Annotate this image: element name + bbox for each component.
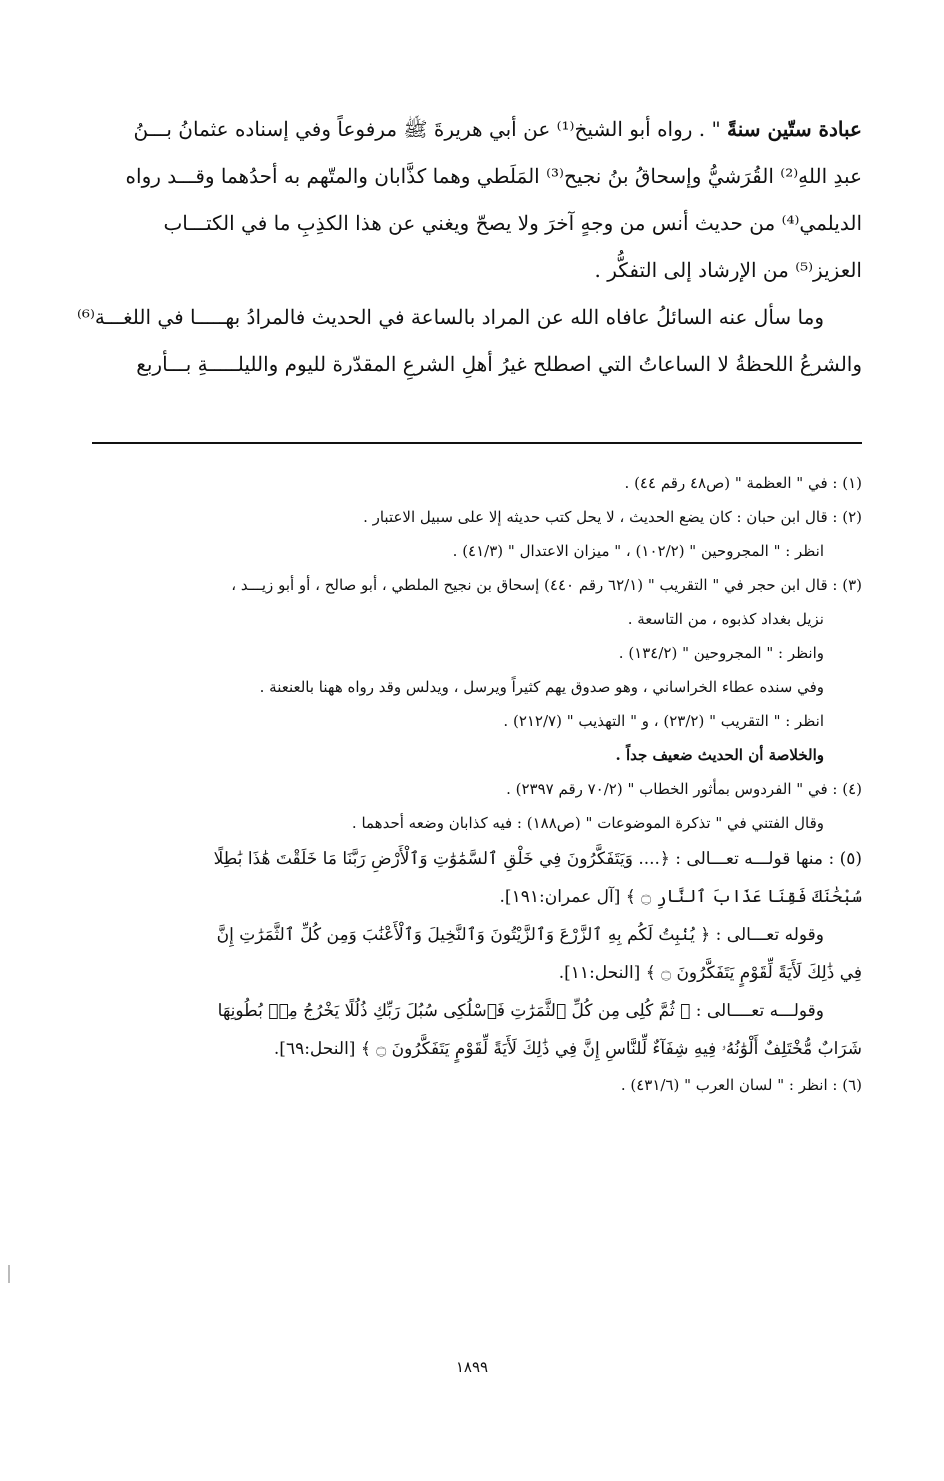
footnote-line: وفي سنده عطاء الخراساني ، وهو صدوق يهم كثيراً ويرسل ، ويدلس وقد رواه ههنا بالعنعنة . [259,678,824,696]
page-number: ١٨٩٩ [455,1358,489,1376]
main-line: الديلمي⁽⁴⁾ من حديث أنس من وجهٍ آخرَ ولا يصحّ ويغني عن هذا الكذِبِ ما في الكتـــاب [163,211,862,235]
footnotes-block [92,466,862,1102]
footnote-line: (٢) : قال ابن حبان : كان يضع الحديث ، لا يحل كتب حديثه إلا على سبيل الاعتبار . [363,508,862,526]
bold-phrase: عبادة ستّين سنةً [727,117,862,141]
footnote-line: (١) : في " العظمة " (ص٤٨ رقم ٤٤) . [624,474,862,492]
footnote-line: وانظر : " المجروحين " (١٣٤/٢) . [618,644,824,662]
main-line: عبدِ اللهِ⁽²⁾ القُرَشيُّ وإسحاقُ بنُ نجيح⁽³⁾ المَلَطي وهما كذَّابان والمتّهم به أحدُهما وقـــد رواه [125,164,862,188]
footnote-divider [92,442,862,444]
main-line: وما سأل عنه السائلُ عافاه الله عن المراد بالساعة في الحديث فالمرادُ بهـــــا في اللغـــة⁽⁶⁾ [76,305,824,329]
footnote-verse-line: وقوله تعـــالى : ﴿ يُنۢبِتُ لَكُم بِهِ ٱلزَّرْعَ وَٱلزَّيْتُونَ وَٱلنَّخِيلَ وَٱلْأَعْنَٰبَ وَمِن كُلِّ ٱلثَّمَرَٰتِ إِنَّ [216,925,824,945]
main-text-block [76,106,862,388]
main-line-text: " . رواه أبو الشيخ⁽¹⁾ عن أبي هريرةَ ﷺ مرفوعاً وفي إسناده عثمانُ بـــنُ [133,117,728,141]
margin-mark [8,1265,10,1283]
footnote-verse-line: شَرَابٌ مُّخْتَلِفٌ أَلْوَٰنُهُۥ فِيهِ شِفَآءٌ لِّلنَّاسِ إِنَّ فِي ذَٰلِكَ لَأَيَةً لِّقَوْمٍ يَتَفَكَّرُونَ ۝ ﴾ [النحل:٦٩]. [273,1039,862,1059]
footnote-verse-line: فِي ذَٰلِكَ لَأَيَةً لِّقَوْمٍ يَتَفَكَّرُونَ ۝ ﴾ [النحل:١١]. [558,963,862,983]
main-line: والشرعُ اللحظةُ لا الساعاتُ التي اصطلح غيرُ أهلِ الشرعِ المقدّرة لليوم والليلـــــةِ بـــأربع [136,352,862,376]
footnote-line: انظر : " التقريب " (٢٣/٢) ، و " التهذيب " (٢١٢/٧) . [503,712,824,730]
footnote-line: نزيل بغداد كذبوه ، من التاسعة . [627,610,824,628]
footnote-verse-line: (٥) : منها قولـــه تعـــالى : ﴿.... وَيَتَفَكَّرُونَ فِي خَلْقِ ٱلسَّمَٰوَٰتِ وَٱلْأَرْضِ رَبَّنَا مَا خَلَقْتَ هَٰذَا بَٰطِلًا [213,849,862,869]
footnote-line: (٣) : قال ابن حجر في " التقريب " (٦٢/١ رقم ٤٤٠) إسحاق بن نجيح الملطي ، أبو صالح ، أو أبو زيـــد ، [231,576,862,594]
footnote-line: (٤) : في " الفردوس بمأثور الخطاب " (٧٠/٢ رقم ٢٣٩٧) . [506,780,862,798]
footnote-line: وقال الفتني في " تذكرة الموضوعات " (ص١٨٨) : فيه كذابان وضعه أحدهما . [351,814,824,832]
footnote-line: انظر : " المجروحين " (١٠٢/٢) ، " ميزان الاعتدال " (٤١/٣) . [452,542,824,560]
main-line: العزيز⁽⁵⁾ من الإرشاد إلى التفكُّر . [594,258,862,282]
footnote-verse-line: وقولـــه تعــــالى : ﴿ ثُمَّ كُلِى مِن كُلِّ ٱلثَّمَرَٰتِ فَٱسْلُكِى سُبُلَ رَبِّكِ ذُلُلًا يَخْرُجُ مِنۢ بُطُونِهَا [217,1001,824,1021]
main-line [92,106,862,153]
footnote-line-bold: والخلاصة أن الحديث ضعيف جداً . [615,746,824,764]
footnote-verse-line: سُبْحَٰنَكَ فَقِنَا عَذَابَ ٱلنَّارِ ۝ ﴾ [آل عمران:١٩١]. [499,887,862,907]
footnote-line: (٦) : انظر : " لسان العرب " (٤٣١/٦) . [620,1076,862,1094]
